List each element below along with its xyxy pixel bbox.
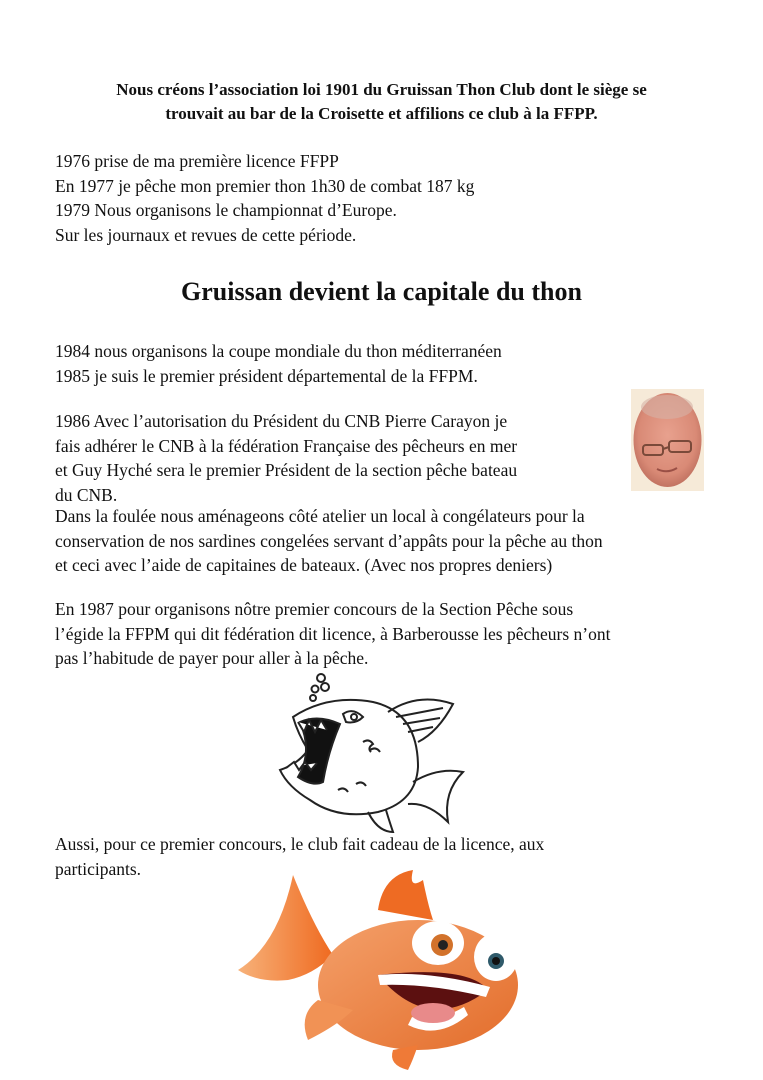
text-line: conservation de nos sardines congelées servant d’appâts pour la pêche au thon [55,530,603,551]
section-title: Gruissan devient la capitale du thon [181,277,582,306]
history-block-1970s [55,149,474,247]
intro-line: trouvait au bar de la Croisette et affilions ce club à la FFPP. [165,104,598,123]
text-line: 1976 prise de ma première licence FFPP [55,151,339,171]
text-line: Aussi, pour ce premier concours, le club fait cadeau de la licence, aux [55,834,545,854]
text-line: En 1977 je pêche mon premier thon 1h30 de combat 187 kg [55,175,475,196]
piranha-drawing [268,672,468,837]
text-line: 1979 Nous organisons le championnat d’Europe. [55,200,397,220]
text-line: 1986 Avec l’autorisation du Président du CNB Pierre Carayon je [55,411,508,431]
text-line: 1985 je suis le premier président départemental de la FFPM. [55,365,478,386]
intro-line: Nous créons l’association loi 1901 du Gruissan Thon Club dont le siège se [116,80,647,99]
text-line: Dans la foulée nous aménageons côté atelier un local à congélateurs pour la [55,506,585,526]
text-line: En 1987 pour organisons nôtre premier concours de la Section Pêche sous [55,599,574,619]
text-line: pas l’habitude de payer pour aller à la pêche. [55,648,369,668]
text-line: et ceci avec l’aide de capitaines de bateaux. (Avec nos propres deniers) [55,555,553,575]
intro-paragraph [40,78,723,126]
text-line: fais adhérer le CNB à la fédération Française des pêcheurs en mer [55,435,518,456]
history-block-1986 [55,409,517,507]
text-line: l’égide la FFPM qui dit fédération dit licence, à Barberousse les pêcheurs n’ont [55,623,611,644]
history-block-1984 [55,339,502,388]
portrait-photo [631,389,704,491]
text-line: du CNB. [55,484,118,505]
history-block-freezer [55,504,603,578]
text-line: participants. [55,858,142,879]
history-block-1987 [55,597,610,671]
cartoon-fish-illustration [228,865,538,1070]
text-line: et Guy Hyché sera le premier Président de la section pêche bateau [55,460,518,480]
text-line: 1984 nous organisons la coupe mondiale du thon méditerranéen [55,341,502,361]
text-line: Sur les journaux et revues de cette période. [55,224,357,245]
